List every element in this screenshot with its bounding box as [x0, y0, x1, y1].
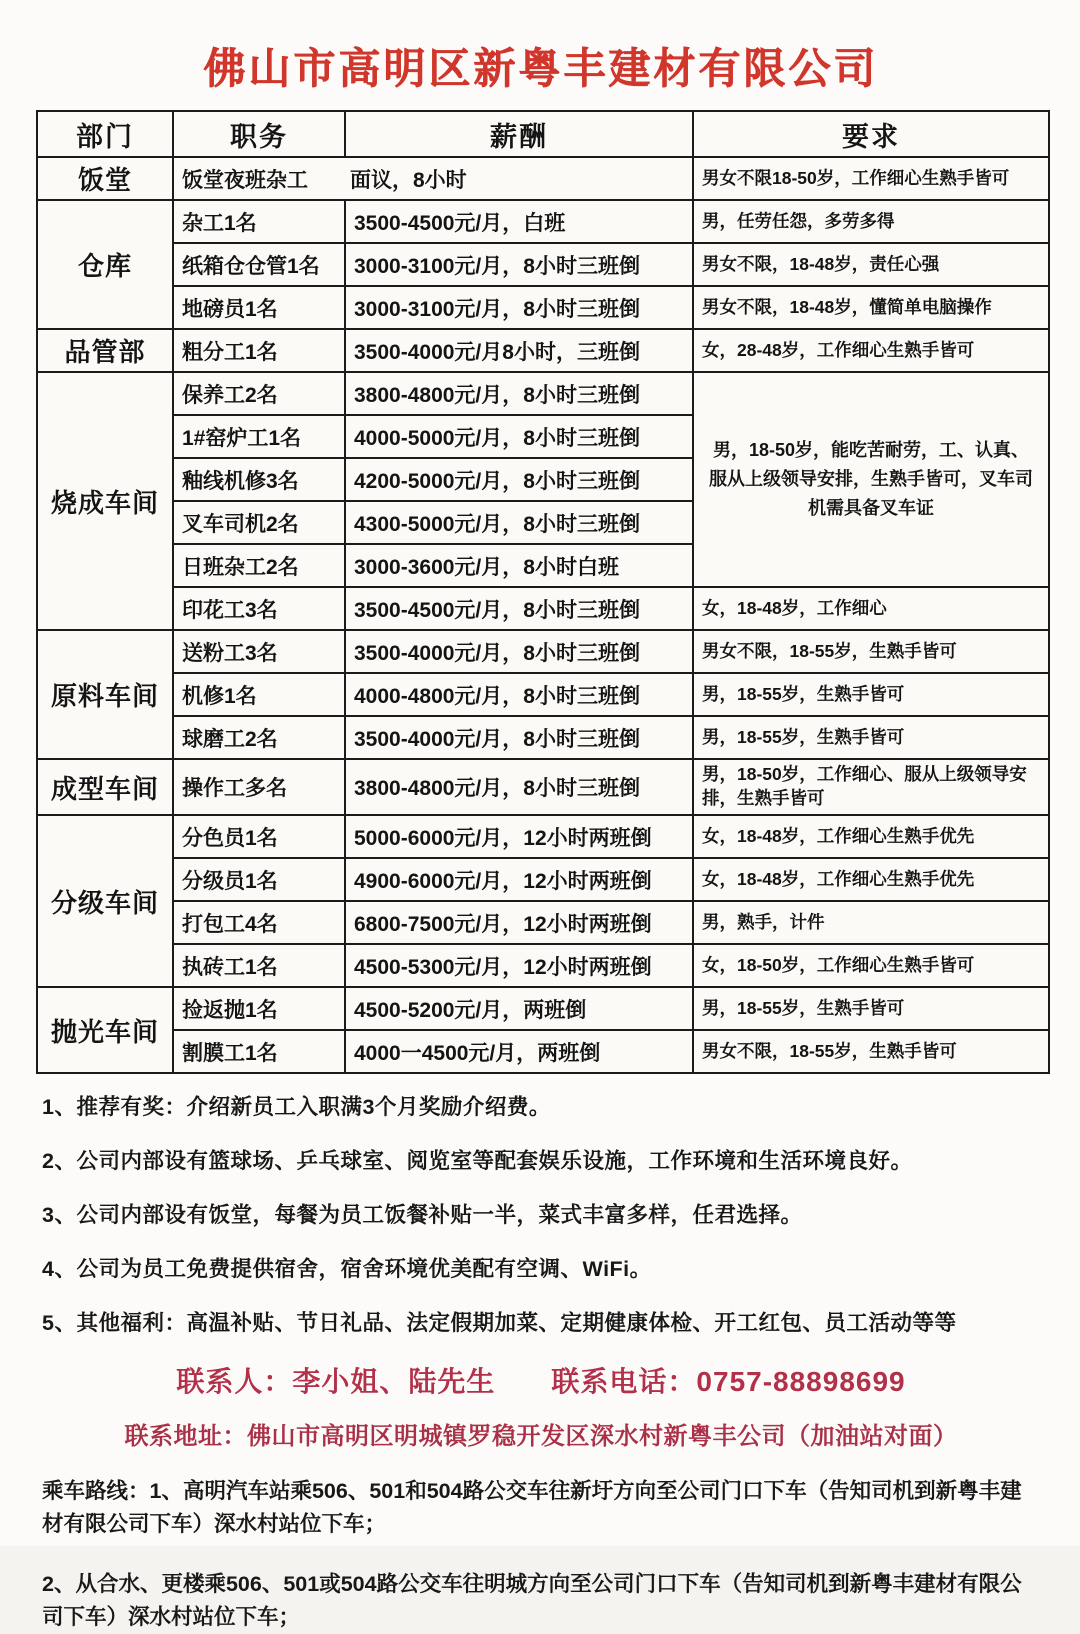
salary-cell: 4900-6000元/月，12小时两班倒 [345, 858, 693, 901]
dept-cell-pinguanbu: 品管部 [37, 329, 173, 372]
table-row [37, 243, 1049, 286]
contact-person-label: 联系人： [176, 1366, 293, 1397]
salary-cell: 4500-5300元/月，12小时两班倒 [345, 944, 693, 987]
salary-cell: 6800-7500元/月，12小时两班倒 [345, 901, 693, 944]
benefits-notes [42, 1090, 1052, 1337]
salary-cell: 3800-4800元/月，8小时三班倒 [345, 372, 693, 415]
requirement-merged-cell: 男，18-50岁，能吃苦耐劳，工、认真、服从上级领导安排，生熟手皆可，叉车司机需具备叉车证 [693, 372, 1049, 587]
table-row [37, 759, 1049, 815]
position-cell: 日班杂工2名 [173, 544, 345, 587]
table-row [37, 858, 1049, 901]
salary-cell: 4000一4500元/月，两班倒 [345, 1030, 693, 1073]
table-row [37, 372, 1049, 415]
position-cell: 机修1名 [173, 673, 345, 716]
header-requirement: 要求 [693, 111, 1049, 157]
requirement-cell: 男，熟手，计件 [693, 901, 1049, 944]
salary-cell: 3000-3600元/月，8小时白班 [345, 544, 693, 587]
table-row [37, 1030, 1049, 1073]
contact-line [30, 1360, 1052, 1400]
salary-text: 面议，8小时 [350, 168, 467, 192]
position-cell: 操作工多名 [173, 759, 345, 815]
salary-cell: 3500-4500元/月，8小时三班倒 [345, 587, 693, 630]
table-row [37, 200, 1049, 243]
header-position: 职务 [173, 111, 345, 157]
position-cell: 地磅员1名 [173, 286, 345, 329]
dept-cell-yuanliao: 原料车间 [37, 630, 173, 759]
requirement-cell: 男女不限，18-48岁，责任心强 [693, 243, 1049, 286]
position-cell: 送粉工3名 [173, 630, 345, 673]
note-item-4: 4、公司为员工免费提供宿舍，宿舍环境优美配有空调、WiFi。 [42, 1257, 652, 1281]
position-cell: 执砖工1名 [173, 944, 345, 987]
position-cell: 印花工3名 [173, 587, 345, 630]
jobs-table [36, 110, 1050, 1074]
table-row [37, 286, 1049, 329]
salary-cell: 4000-5000元/月，8小时三班倒 [345, 415, 693, 458]
contact-phone: 0757-88898699 [696, 1366, 906, 1397]
dept-cell-fenji: 分级车间 [37, 815, 173, 987]
position-cell: 球磨工2名 [173, 716, 345, 759]
requirement-cell: 男，18-55岁，生熟手皆可 [693, 673, 1049, 716]
table-row [37, 157, 1049, 200]
salary-cell: 3500-4000元/月8小时，三班倒 [345, 329, 693, 372]
requirement-cell: 男，18-55岁，生熟手皆可 [693, 716, 1049, 759]
contact-person: 李小姐、陆先生 [292, 1366, 496, 1397]
position-cell: 捡返抛1名 [173, 987, 345, 1030]
position-salary-merged-cell [173, 157, 693, 200]
position-cell: 分级员1名 [173, 858, 345, 901]
bus-routes [42, 1475, 1052, 1634]
table-row [37, 329, 1049, 372]
table-row [37, 901, 1049, 944]
salary-cell: 4200-5000元/月，8小时三班倒 [345, 458, 693, 501]
salary-cell: 4500-5200元/月，两班倒 [345, 987, 693, 1030]
requirement-cell: 男，18-50岁，工作细心、服从上级领导安排，生熟手皆可 [693, 759, 1049, 815]
header-salary: 薪酬 [345, 111, 693, 157]
salary-cell: 4300-5000元/月，8小时三班倒 [345, 501, 693, 544]
requirement-cell: 男，任劳任怨，多劳多得 [693, 200, 1049, 243]
dept-cell-fantang: 饭堂 [37, 157, 173, 200]
bus-route-2: 2、从合水、更楼乘506、501或504路公交车往明城方向至公司门口下车（告知司机到新粤丰建材有限公司下车）深水村站位下车； [42, 1571, 1022, 1629]
contact-address: 联系地址：佛山市高明区明城镇罗稳开发区深水村新粤丰公司（加油站对面） [124, 1423, 958, 1450]
position-cell: 1#窑炉工1名 [173, 415, 345, 458]
requirement-cell: 女，18-48岁，工作细心生熟手优先 [693, 858, 1049, 901]
salary-cell: 3500-4000元/月，8小时三班倒 [345, 630, 693, 673]
position-cell: 分色员1名 [173, 815, 345, 858]
position-cell: 打包工4名 [173, 901, 345, 944]
table-row [37, 716, 1049, 759]
salary-cell: 3000-3100元/月，8小时三班倒 [345, 286, 693, 329]
dept-cell-cangku: 仓库 [37, 200, 173, 329]
salary-cell: 3800-4800元/月，8小时三班倒 [345, 759, 693, 815]
requirement-cell: 女，18-50岁，工作细心生熟手皆可 [693, 944, 1049, 987]
requirement-cell: 男女不限，18-55岁，生熟手皆可 [693, 630, 1049, 673]
position-cell: 保养工2名 [173, 372, 345, 415]
note-item-3: 3、公司内部设有饭堂，每餐为员工饭餐补贴一半，菜式丰富多样，任君选择。 [42, 1203, 803, 1227]
position-cell: 粗分工1名 [173, 329, 345, 372]
table-row [37, 673, 1049, 716]
table-row [37, 815, 1049, 858]
position-text: 饭堂夜班杂工 [182, 168, 308, 192]
page-title: 佛山市高明区新粤丰建材有限公司 [203, 45, 879, 92]
bus-route-1: 乘车路线：1、高明汽车站乘506、501和504路公交车往新圩方向至公司门口下车（告知司机到新粤丰建材有限公司下车）深水村站位下车； [42, 1479, 1022, 1537]
requirement-cell: 男女不限，18-48岁，懂简单电脑操作 [693, 286, 1049, 329]
position-cell: 釉线机修3名 [173, 458, 345, 501]
note-item-5: 5、其他福利：高温补贴、节日礼品、法定假期加菜、定期健康体检、开工红包、员工活动等等 [42, 1311, 957, 1335]
table-row [37, 944, 1049, 987]
salary-cell: 5000-6000元/月，12小时两班倒 [345, 815, 693, 858]
dept-cell-shaocheng: 烧成车间 [37, 372, 173, 630]
salary-cell: 4000-4800元/月，8小时三班倒 [345, 673, 693, 716]
position-cell: 割膜工1名 [173, 1030, 345, 1073]
table-row [37, 630, 1049, 673]
dept-cell-chengxing: 成型车间 [37, 759, 173, 815]
requirement-cell: 女，18-48岁，工作细心 [693, 587, 1049, 630]
position-cell: 杂工1名 [173, 200, 345, 243]
table-row [37, 987, 1049, 1030]
salary-cell: 3500-4500元/月，白班 [345, 200, 693, 243]
note-item-2: 2、公司内部设有篮球场、乒乓球室、阅览室等配套娱乐设施，工作环境和生活环境良好。 [42, 1149, 913, 1173]
dept-cell-paoguang: 抛光车间 [37, 987, 173, 1073]
requirement-cell: 男，18-55岁，生熟手皆可 [693, 987, 1049, 1030]
position-cell: 叉车司机2名 [173, 501, 345, 544]
note-item-1: 1、推荐有奖：介绍新员工入职满3个月奖励介绍费。 [42, 1095, 551, 1119]
table-row [37, 587, 1049, 630]
requirement-cell: 女，28-48岁，工作细心生熟手皆可 [693, 329, 1049, 372]
requirement-cell: 男女不限18-50岁，工作细心生熟手皆可 [693, 157, 1049, 200]
position-cell: 纸箱仓仓管1名 [173, 243, 345, 286]
requirement-cell: 男女不限，18-55岁，生熟手皆可 [693, 1030, 1049, 1073]
table-header-row [37, 111, 1049, 157]
requirement-cell: 女，18-48岁，工作细心生熟手优先 [693, 815, 1049, 858]
contact-phone-label: 联系电话： [551, 1366, 697, 1397]
salary-cell: 3000-3100元/月，8小时三班倒 [345, 243, 693, 286]
header-dept: 部门 [37, 111, 173, 157]
salary-cell: 3500-4000元/月，8小时三班倒 [345, 716, 693, 759]
